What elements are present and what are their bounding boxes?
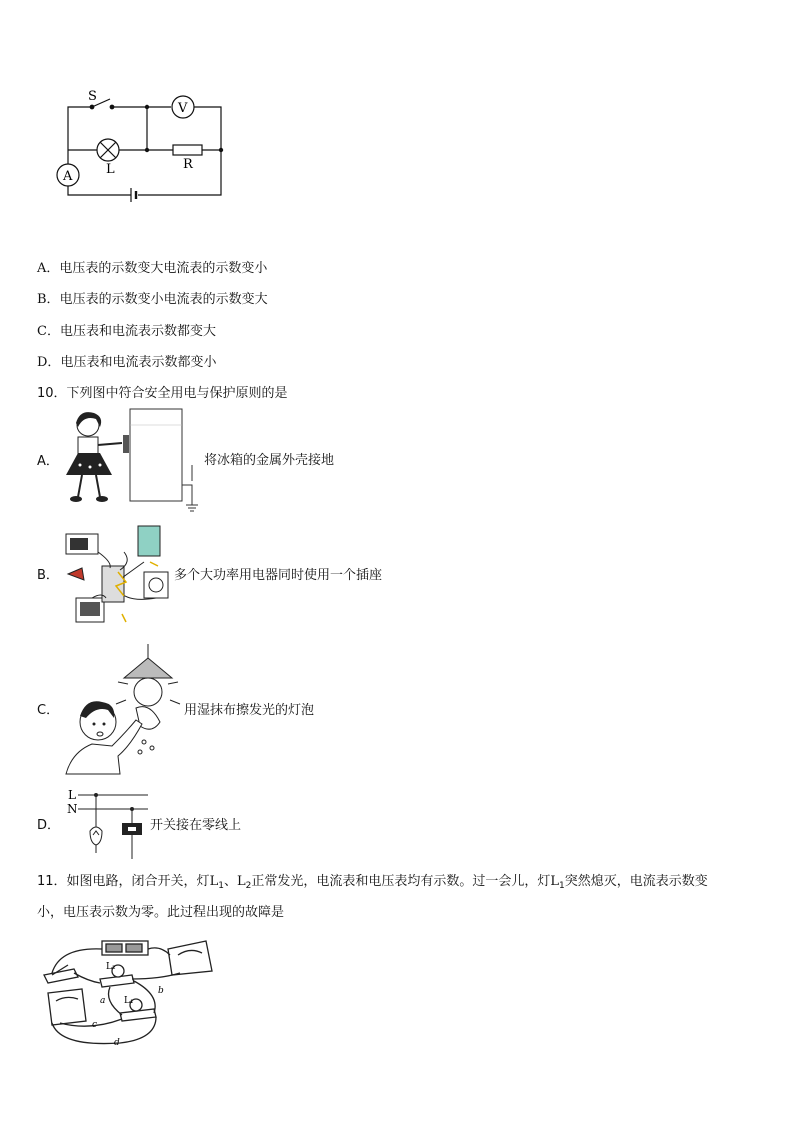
switch-on-neutral-diagram <box>62 787 150 863</box>
q10-option-a-text: 将冰箱的金属外壳接地 <box>204 453 335 468</box>
q10-option-a-letter[interactable]: A． <box>37 454 59 469</box>
label-d: d <box>114 1038 120 1047</box>
neutral-wire-label: N <box>67 802 78 816</box>
lamp-label: L <box>106 162 115 177</box>
label-l2: L₂ <box>106 962 116 972</box>
label-l1: L₁ <box>124 996 134 1006</box>
q10-stem: 10．下列图中符合安全用电与保护原则的是 <box>37 386 288 401</box>
q10-option-d-text: 开关接在零线上 <box>150 818 242 833</box>
q10-option-c-text: 用湿抹布擦发光的灯泡 <box>184 703 315 718</box>
ammeter-label: A <box>63 169 73 184</box>
q10-option-b-text: 多个大功率用电器同时使用一个插座 <box>174 568 383 583</box>
overloaded-socket-illustration <box>62 522 174 632</box>
q9-option-c[interactable]: C．电压表和电流表示数都变大 <box>37 324 216 339</box>
q10-option-d-letter[interactable]: D． <box>37 818 61 833</box>
voltmeter-label: V <box>178 101 188 116</box>
switch-label: S <box>88 89 97 104</box>
circuit-diagram-q9 <box>40 80 240 210</box>
wet-cloth-bulb-illustration <box>62 642 184 778</box>
label-c: c <box>92 1020 98 1030</box>
q9-option-b[interactable]: B．电压表的示数变小电流表的示数变大 <box>37 292 268 307</box>
q10-option-c-letter[interactable]: C． <box>37 703 60 718</box>
q9-option-a[interactable]: A．电压表的示数变大电流表的示数变小 <box>37 261 268 276</box>
q11-stem-line1: 11．如图电路，闭合开关，灯$L_1$、$L_2$正常发光，电流表和电压表均有示数。过一会儿，灯$L_1$突然熄灭，电流表示数变 <box>37 874 708 891</box>
live-wire-label: L <box>68 788 76 802</box>
resistor-label: R <box>183 157 193 172</box>
fridge-grounding-illustration <box>60 405 206 513</box>
circuit-photo-q11 <box>40 935 220 1047</box>
q9-option-d[interactable]: D．电压表和电流表示数都变小 <box>37 355 217 370</box>
label-a: a <box>100 996 106 1006</box>
q10-option-b-letter[interactable]: B． <box>37 568 59 583</box>
q11-stem-line2: 小，电压表示数为零。此过程出现的故障是 <box>37 905 285 920</box>
label-b: b <box>158 986 164 996</box>
